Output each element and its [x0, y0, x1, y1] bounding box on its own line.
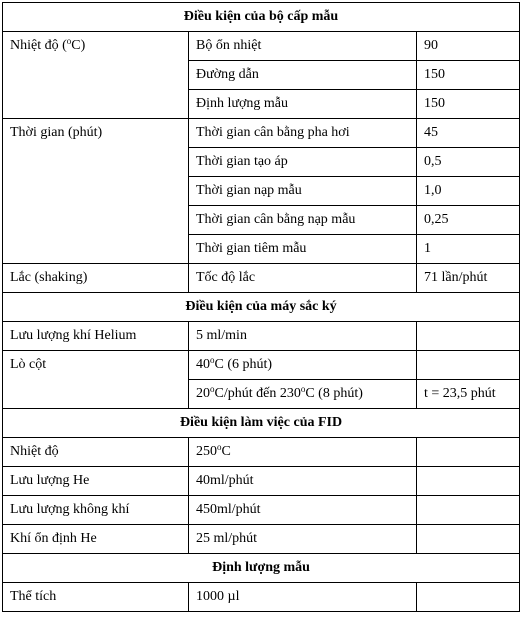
table-row — [3, 525, 520, 554]
conditions-table — [2, 2, 520, 612]
row-label-makeup-gas: Khí ổn định He — [3, 525, 189, 554]
section-title-chromatograph: Điều kiện của máy sắc ký — [3, 293, 520, 322]
table-row — [3, 467, 520, 496]
param-value: 1000 µl — [189, 583, 417, 612]
param-label: Bộ ổn nhiệt — [189, 32, 417, 61]
empty-cell — [417, 525, 520, 554]
param-value: 5 ml/min — [189, 322, 417, 351]
param-value: 150 — [417, 61, 520, 90]
empty-cell — [417, 351, 520, 380]
section-title-sampler: Điều kiện của bộ cấp mẫu — [3, 3, 520, 32]
value-text: C/phút đến 230 — [214, 386, 301, 401]
table-row — [3, 496, 520, 525]
table-row — [3, 264, 520, 293]
row-label-shaking: Lắc (shaking) — [3, 264, 189, 293]
param-label: Đường dẫn — [189, 61, 417, 90]
param-value: 71 lần/phút — [417, 264, 520, 293]
param-value: 1,0 — [417, 177, 520, 206]
value-text: 20 — [196, 386, 210, 401]
table-row — [3, 438, 520, 467]
section-header-row — [3, 554, 520, 583]
param-value: 0,25 — [417, 206, 520, 235]
table-row — [3, 32, 520, 61]
row-label-time: Thời gian (phút) — [3, 119, 189, 264]
param-label: Tốc độ lắc — [189, 264, 417, 293]
row-label-column-oven: Lò cột — [3, 351, 189, 409]
row-label-volume: Thể tích — [3, 583, 189, 612]
param-value — [189, 438, 417, 467]
oven-step-2 — [189, 380, 417, 409]
table-row — [3, 322, 520, 351]
section-title-fid: Điều kiện làm việc của FID — [3, 409, 520, 438]
param-label: Thời gian tạo áp — [189, 148, 417, 177]
row-label-temperature — [3, 32, 189, 119]
param-label: Định lượng mẫu — [189, 90, 417, 119]
degree-sup: o — [210, 355, 215, 365]
value-text: 250 — [196, 444, 217, 459]
table-row — [3, 583, 520, 612]
row-label-helium-flow: Lưu lượng khí Helium — [3, 322, 189, 351]
param-value: 1 — [417, 235, 520, 264]
section-title-quant: Định lượng mẫu — [3, 554, 520, 583]
param-value: 450ml/phút — [189, 496, 417, 525]
row-label-air-flow: Lưu lượng không khí — [3, 496, 189, 525]
value-text: C (6 phút) — [214, 357, 273, 372]
param-label: Thời gian tiêm mẫu — [189, 235, 417, 264]
degree-sup: o — [300, 384, 306, 394]
empty-cell — [417, 496, 520, 525]
table-row — [3, 351, 520, 380]
oven-step-1 — [189, 351, 417, 380]
param-label: Thời gian cân bằng pha hơi — [189, 119, 417, 148]
row-label-fid-temp: Nhiệt độ — [3, 438, 189, 467]
label-text: Nhiệt độ ( — [10, 38, 67, 53]
section-header-row — [3, 293, 520, 322]
empty-cell — [417, 438, 520, 467]
value-text: 40 — [196, 357, 210, 372]
param-value: 25 ml/phút — [189, 525, 417, 554]
empty-cell — [417, 467, 520, 496]
label-text: C) — [71, 38, 86, 53]
value-text: C — [221, 444, 231, 459]
empty-cell — [417, 322, 520, 351]
row-label-he-flow: Lưu lượng He — [3, 467, 189, 496]
param-label: Thời gian nạp mẫu — [189, 177, 417, 206]
section-header-row — [3, 409, 520, 438]
oven-total-time: t = 23,5 phút — [417, 380, 520, 409]
degree-sup: o — [66, 36, 72, 46]
section-header-row — [3, 3, 520, 32]
param-value: 150 — [417, 90, 520, 119]
param-value: 45 — [417, 119, 520, 148]
value-text: C (8 phút) — [305, 386, 363, 401]
param-label: Thời gian cân bằng nạp mẫu — [189, 206, 417, 235]
param-value: 90 — [417, 32, 520, 61]
degree-sup: o — [217, 442, 222, 452]
param-value: 0,5 — [417, 148, 520, 177]
degree-sup: o — [210, 384, 215, 394]
table-row — [3, 119, 520, 148]
param-value: 40ml/phút — [189, 467, 417, 496]
empty-cell — [417, 583, 520, 612]
